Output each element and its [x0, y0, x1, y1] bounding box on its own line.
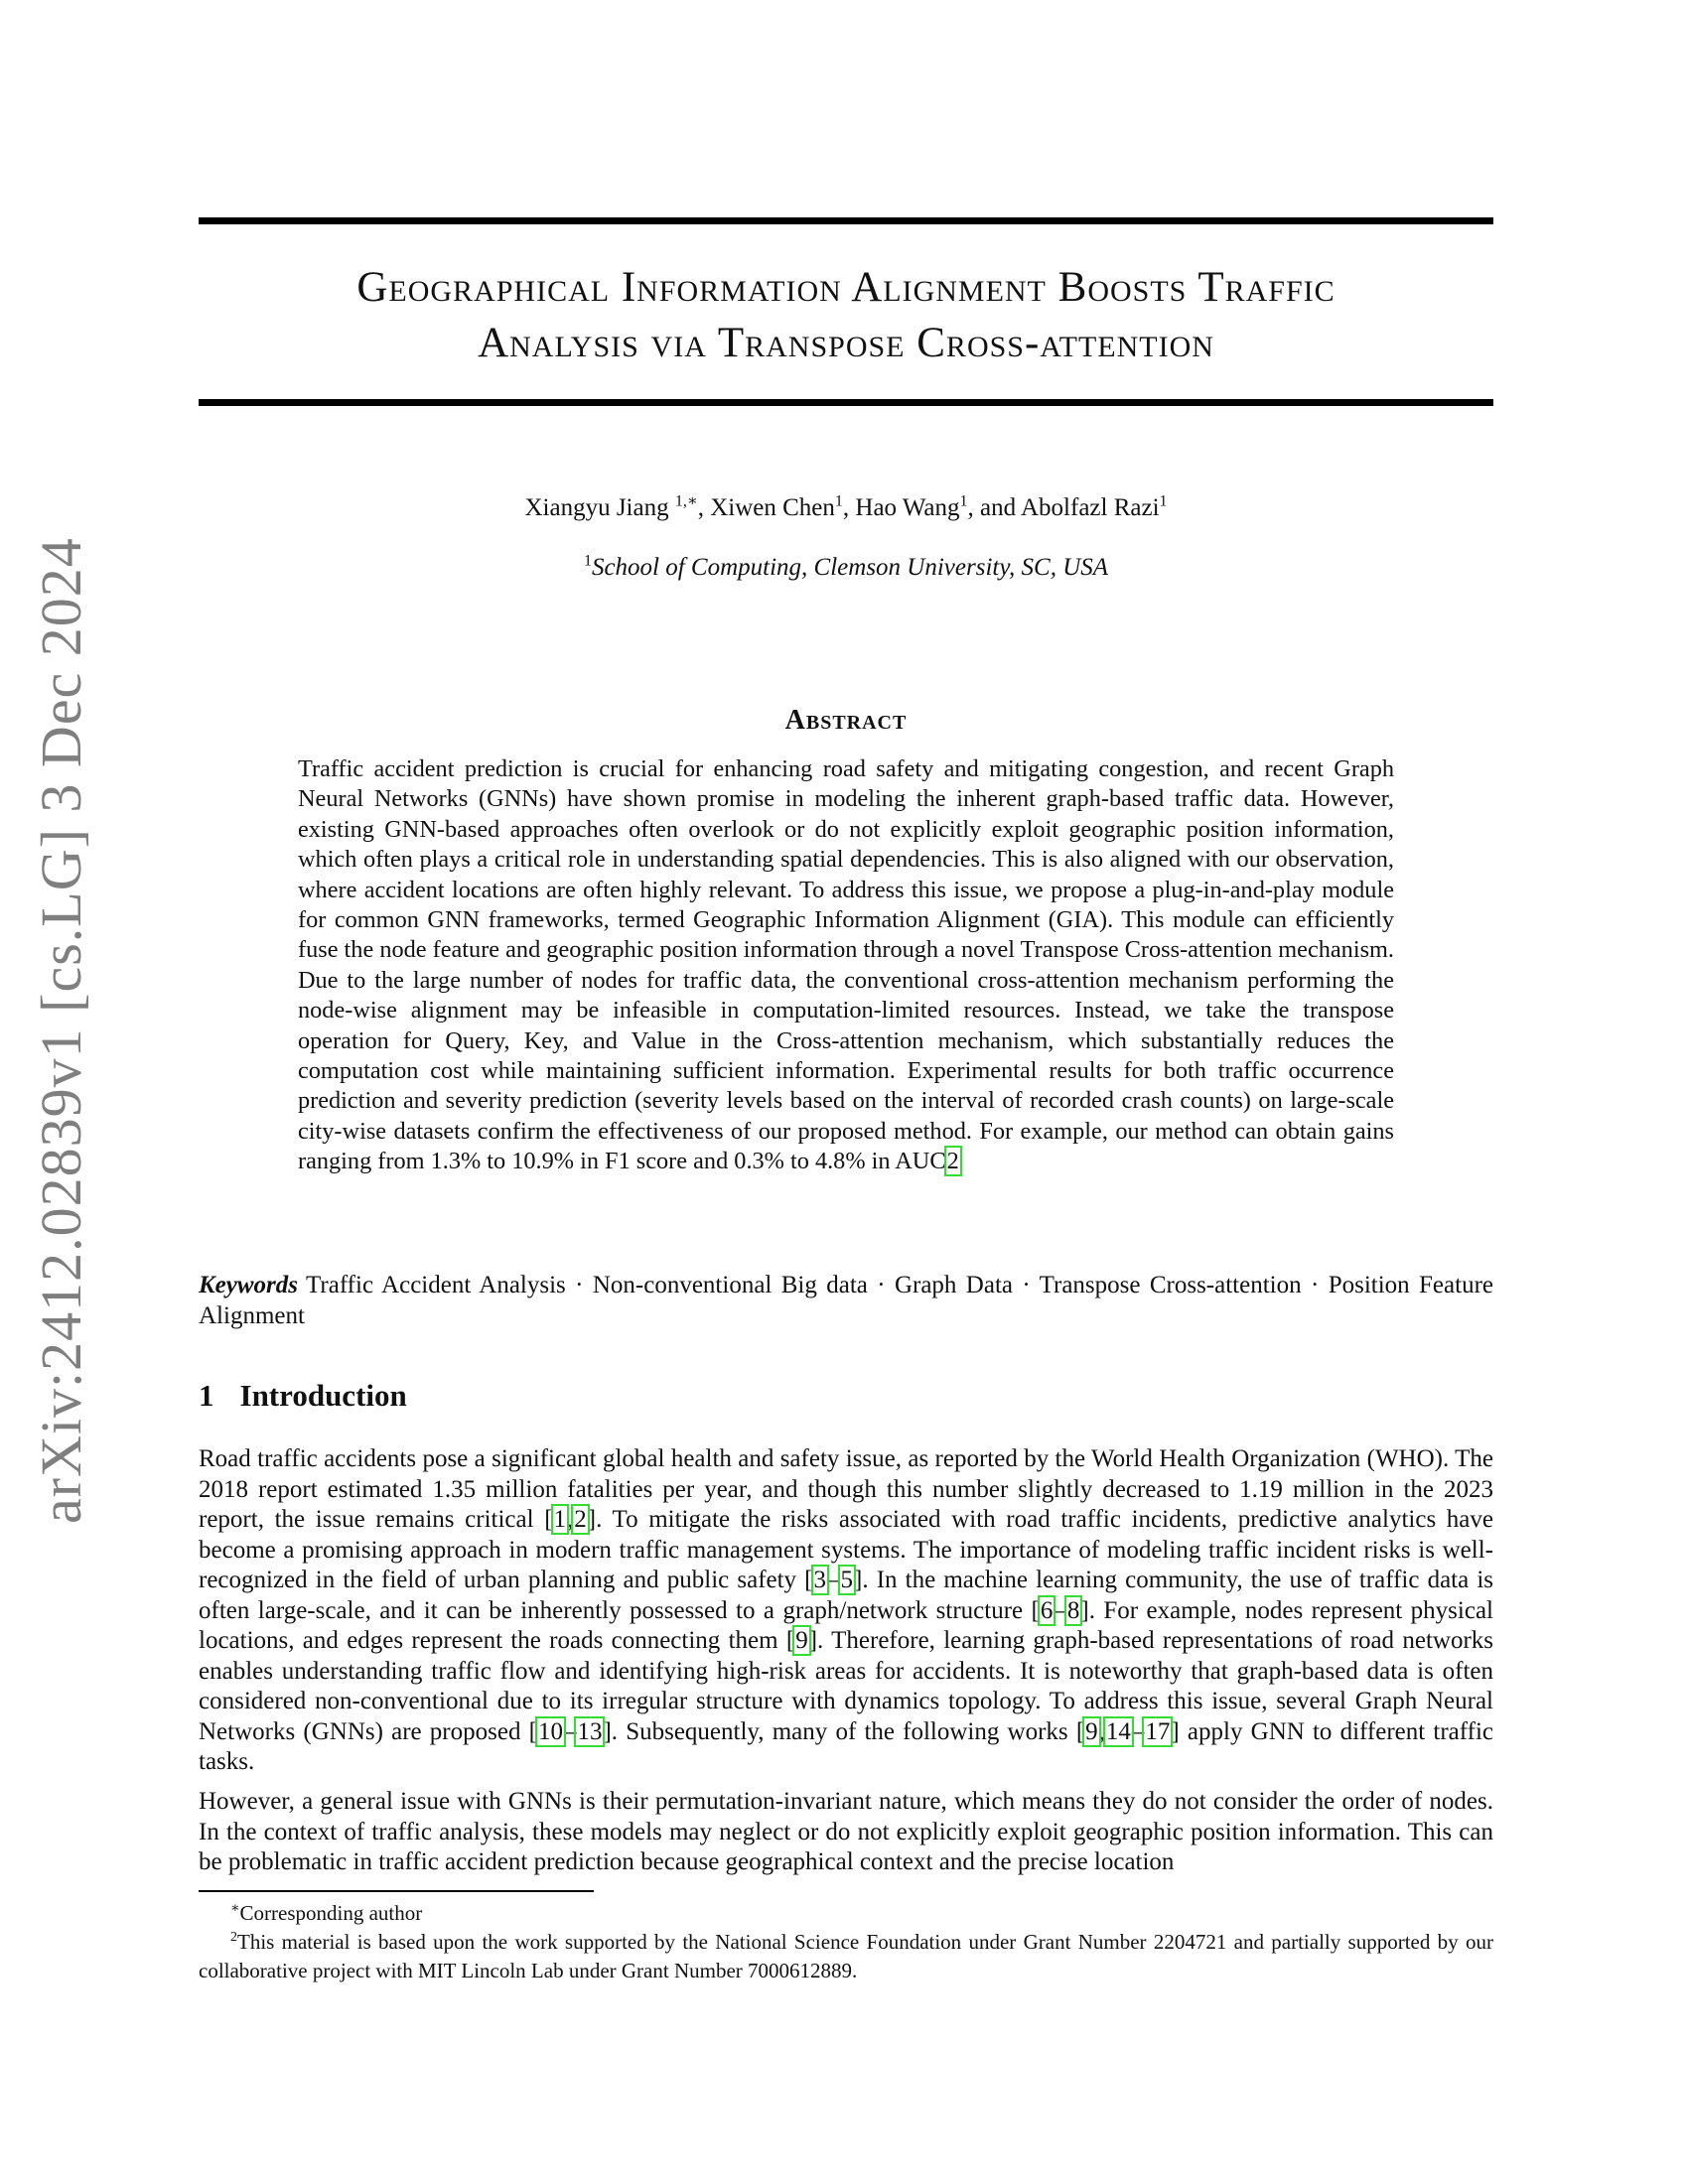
footnote-funding [199, 1928, 1493, 1985]
keywords-text: Traffic Accident Analysis · Non-conventional Big data · Graph Data · Transpose Cross-attention · Position Feature Alignment [199, 1272, 1493, 1329]
citation-link[interactable]: 14 [1105, 1717, 1131, 1745]
paper-title [199, 260, 1493, 371]
citation-link[interactable]: 9 [795, 1627, 808, 1654]
footnote-corresponding-author [199, 1899, 1493, 1928]
citation-link[interactable]: 13 [577, 1717, 603, 1745]
author-affiliation [199, 552, 1493, 584]
intro-paragraph-1: Road traffic accidents pose a significant global health and safety issue, as reported by the World Health Organization (WHO). The 2018 report estimated 1.35 million fatalities per year, and though this number slightly decreased to 1.19 million in the 2023 report, the issue remains critical [1,2]. To mitigate the risks associated with road traffic incidents, predictive analytics have become a promising approach in modern traffic management systems. The importance of modeling traffic incident risks is well-recognized in the field of urban planning and public safety [3–5]. In the machine learning community, the use of traffic data is often large-scale, and it can be inherently possessed to a graph/network structure [6–8]. For example, nodes represent physical locations, and edges represent the roads connecting them [9]. Therefore, learning graph-based representations of road networks enables understanding traffic flow and identifying high-risk areas for accidents. It is noteworthy that graph-based data is often considered non-conventional due to its irregular structure with dynamics topology. To address this issue, several Graph Neural Networks (GNNs) are proposed [10–13]. Subsequently, many of the following works [9,14–17] apply GNN to different traffic tasks. [199, 1445, 1494, 1775]
paragraph-text: – [563, 1717, 577, 1745]
footnote-divider [199, 1890, 594, 1892]
author-name: Xiangyu Jiang [524, 494, 675, 521]
paragraph-text: ]. Subsequently, many of the following works [ [603, 1717, 1085, 1745]
citation-link[interactable]: 1 [553, 1506, 567, 1533]
footnote-mark: 2 [230, 1930, 237, 1945]
title-bottom-rule [199, 399, 1493, 406]
paragraph-text: , [1098, 1717, 1105, 1745]
paper-title-line-1: Geographical Information Alignment Boosts Traffic [356, 264, 1336, 311]
footnotes [199, 1899, 1493, 1985]
intro-paragraph-2: However, a general issue with GNNs is their permutation-invariant nature, which means they do not consider the order of nodes. In the context of traffic analysis, these models may neglect or do not explicitly exploit geographic position information. This can be problematic in traffic accident prediction because geographical context and the precise location [199, 1788, 1493, 1875]
title-top-rule [199, 217, 1493, 224]
author-affiliation-mark: 1 [1159, 492, 1168, 510]
paragraph-text: ]. In the machine learning community, the use of traffic data is often large-scale, and it can be inherently possessed to a graph/network structure [ [199, 1567, 1494, 1624]
section-number: 1 [199, 1378, 214, 1413]
paragraph-text: , [567, 1506, 574, 1533]
citation-link[interactable]: 9 [1085, 1717, 1098, 1745]
citation-link[interactable]: 5 [840, 1567, 854, 1593]
paragraph-text: ]. To mitigate the risks associated with road traffic incidents, predictive analytics have become a promising approach in modern traffic management systems. The importance of modeling traffic incident risks is well-recognized in the field of urban planning and public safety [ [199, 1506, 1493, 1593]
affiliation-text: School of Computing, Clemson University, SC, USA [591, 554, 1109, 581]
author-name: , Hao Wang [842, 494, 960, 521]
paragraph-text: – [827, 1567, 840, 1593]
footnote-mark: ∗ [230, 1901, 240, 1916]
author-affiliation-mark: 1 [959, 492, 968, 510]
paragraph-text: ] apply GNN to different traffic tasks. [199, 1717, 1493, 1775]
footnote-text: Corresponding author [239, 1901, 423, 1925]
section-title: Introduction [239, 1378, 407, 1413]
paragraph-text: ]. Therefore, learning graph-based representations of road networks enables understanding traffic flow and identifying high-risk areas for accidents. It is noteworthy that graph-based data is often considered non-conventional due to its irregular structure with dynamics topology. To address this issue, several Graph Neural Networks (GNNs) are proposed [ [199, 1627, 1493, 1745]
paragraph-text: – [1131, 1717, 1145, 1745]
paper-title-line-2: Analysis via Transpose Cross-attention [478, 320, 1214, 366]
footnote-text: This material is based upon the work supported by the National Science Foundation under Grant Number 2204721 and partially supported by our collaborative project with MIT Lincoln Lab under Grant Number 7000612889. [199, 1930, 1493, 1982]
citation-link[interactable]: 8 [1066, 1596, 1080, 1624]
arxiv-identifier-stamp: arXiv:2412.02839v1 [cs.LG] 3 Dec 2024 [29, 537, 93, 1524]
keywords [199, 1271, 1493, 1331]
abstract-text [298, 754, 1394, 1177]
paragraph-text: Road traffic accidents pose a significant global health and safety issue, as reported by the World Health Organization (WHO). The 2018 report estimated 1.35 million fatalities per year, and though this number slightly decreased to 1.19 million in the 2023 report, the issue remains critical [199, 1445, 1493, 1533]
abstract-heading: Abstract [784, 705, 908, 736]
author-affiliation-mark[interactable]: 1,∗ [674, 492, 698, 510]
citation-link[interactable]: 17 [1145, 1717, 1171, 1745]
author-name: , and Abolfazl Razi [967, 494, 1160, 521]
author-name: , Xiwen Chen [697, 494, 835, 521]
author-list [199, 492, 1493, 524]
keywords-label: Keywords [199, 1272, 298, 1298]
section-heading-introduction [199, 1378, 1493, 1414]
citation-link[interactable]: 6 [1040, 1596, 1054, 1624]
abstract-paragraph: Traffic accident prediction is crucial for enhancing road safety and mitigating congestion, and recent Graph Neural Networks (GNNs) have shown promise in modeling the inherent graph-based traffic data. However, existing GNN-based approaches often overlook or do not explicitly exploit geographic position information, which often plays a critical role in understanding spatial dependencies. This is also aligned with our observation, where accident locations are often highly relevant. To address this issue, we propose a plug-in-and-play module for common GNN frameworks, termed Geographic Information Alignment (GIA). This module can efficiently fuse the node feature and geographic position information through a novel Transpose Cross-attention mechanism. Due to the large number of nodes for traffic data, the conventional cross-attention mechanism performing the node-wise alignment may be infeasible in computation-limited resources. Instead, we take the transpose operation for Query, Key, and Value in the Cross-attention mechanism, which substantially reduces the computation cost while maintaining sufficient information. Experimental results for both traffic occurrence prediction and severity prediction (severity levels based on the interval of recorded crash counts) on large-scale city-wise datasets confirm the effectiveness of our proposed method. For example, our method can obtain gains ranging from 1.3% to 10.9% in F1 score and 0.3% to 4.8% in AUC [298, 755, 1394, 1175]
citation-link[interactable]: 10 [537, 1717, 563, 1745]
citation-link[interactable]: 3 [813, 1567, 827, 1593]
citation-link[interactable]: 2 [574, 1506, 587, 1533]
author-affiliation-mark: 1 [834, 492, 843, 510]
paragraph-text: ]. For example, nodes represent physical locations, and edges represent the roads connecting them [ [199, 1596, 1493, 1654]
footnote-link[interactable]: 2 [946, 1148, 959, 1175]
paragraph-text: – [1054, 1596, 1066, 1624]
affiliation-mark: 1 [583, 552, 592, 570]
